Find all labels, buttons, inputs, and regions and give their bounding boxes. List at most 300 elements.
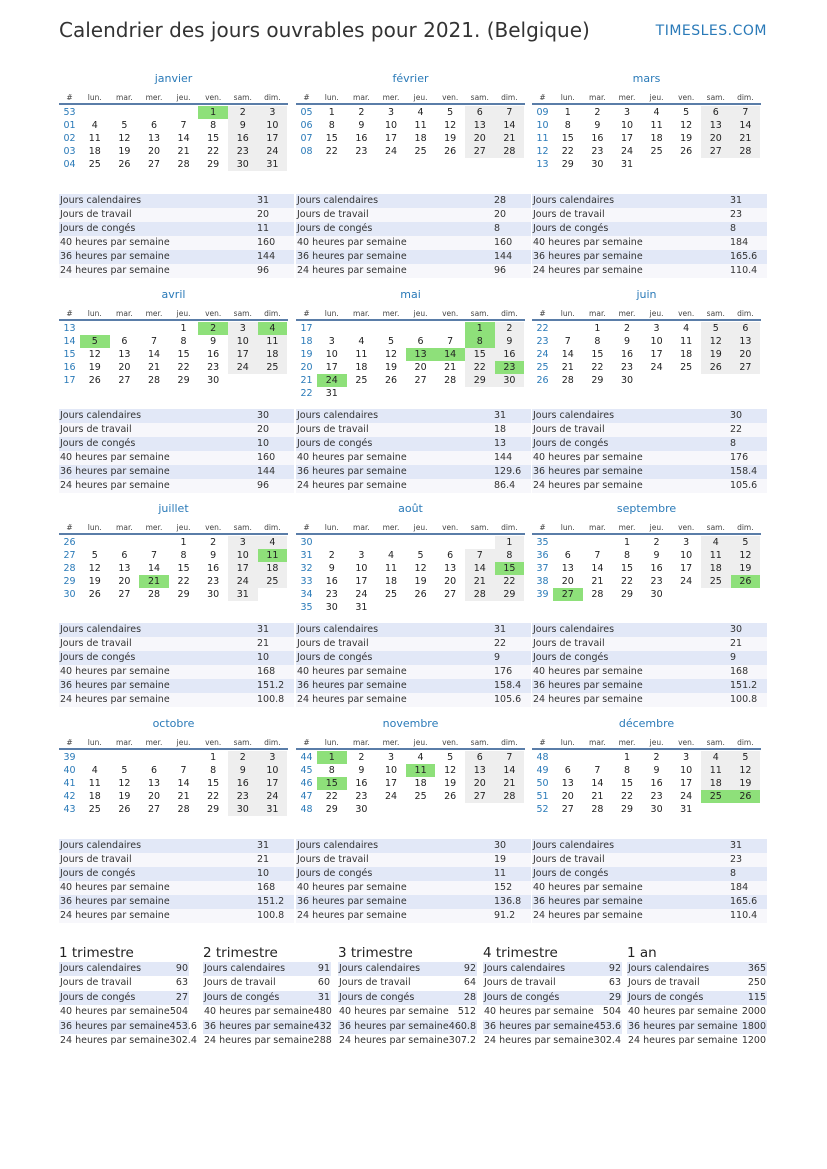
day-cell[interactable]: 19 xyxy=(680,133,693,144)
day-cell[interactable]: 7 xyxy=(564,336,571,347)
day-cell[interactable]: 25 xyxy=(680,362,693,373)
day-cell[interactable]: 12 xyxy=(414,563,427,574)
day-cell[interactable]: 10 xyxy=(325,349,338,360)
day-cell[interactable]: 2 xyxy=(328,550,335,561)
day-cell[interactable]: 17 xyxy=(325,362,338,373)
day-cell[interactable]: 18 xyxy=(701,562,731,575)
day-cell[interactable]: 22 xyxy=(591,362,604,373)
day-cell[interactable]: 25 xyxy=(414,791,427,802)
day-cell[interactable]: 23 xyxy=(650,791,663,802)
day-cell[interactable]: 18 xyxy=(88,791,101,802)
day-cell[interactable]: 5 xyxy=(447,752,454,763)
day-cell[interactable]: 27 xyxy=(147,159,161,170)
day-cell[interactable]: 18 xyxy=(650,133,663,144)
day-cell[interactable]: 5 xyxy=(387,336,394,347)
day-cell[interactable]: 29 xyxy=(465,374,495,387)
day-cell[interactable]: 25 xyxy=(701,790,731,803)
day-cell[interactable]: 30 xyxy=(650,804,663,815)
day-cell[interactable]: 17 xyxy=(258,132,288,145)
day-cell[interactable]: 18 xyxy=(384,576,398,587)
day-cell[interactable]: 8 xyxy=(623,550,630,561)
day-cell[interactable]: 12 xyxy=(118,133,131,144)
day-cell[interactable]: 11 xyxy=(414,120,427,131)
day-cell[interactable]: 26 xyxy=(444,146,457,157)
day-cell[interactable]: 19 xyxy=(384,362,398,373)
day-cell[interactable]: 18 xyxy=(258,562,288,575)
day-cell[interactable]: 17 xyxy=(680,778,693,789)
day-cell[interactable]: 20 xyxy=(118,576,131,587)
day-cell[interactable]: 10 xyxy=(258,119,288,132)
day-cell[interactable]: 23 xyxy=(355,791,368,802)
day-cell[interactable]: 28 xyxy=(177,159,190,170)
day-cell[interactable]: 6 xyxy=(150,765,157,776)
day-cell[interactable]: 30 xyxy=(228,158,258,171)
day-cell[interactable]: 2 xyxy=(653,752,660,763)
day-cell[interactable]: 6 xyxy=(417,336,424,347)
day-cell[interactable]: 25 xyxy=(414,146,427,157)
day-cell[interactable]: 27 xyxy=(553,588,583,601)
day-cell[interactable]: 5 xyxy=(731,751,761,764)
day-cell[interactable]: 6 xyxy=(465,751,495,764)
day-cell[interactable]: 30 xyxy=(620,375,634,386)
day-cell[interactable]: 29 xyxy=(495,588,525,601)
day-cell[interactable]: 15 xyxy=(620,563,634,574)
day-cell[interactable]: 28 xyxy=(444,375,457,386)
day-cell[interactable]: 25 xyxy=(258,361,288,374)
day-cell[interactable]: 24 xyxy=(680,791,693,802)
day-cell[interactable]: 23 xyxy=(620,362,634,373)
day-cell[interactable]: 25 xyxy=(701,575,731,588)
day-cell[interactable]: 22 xyxy=(620,791,634,802)
day-cell[interactable]: 17 xyxy=(384,133,398,144)
day-cell[interactable]: 28 xyxy=(465,588,495,601)
day-cell[interactable]: 4 xyxy=(701,536,731,549)
day-cell[interactable]: 31 xyxy=(228,588,258,601)
day-cell[interactable]: 29 xyxy=(177,589,190,600)
day-cell[interactable]: 19 xyxy=(701,348,731,361)
day-cell[interactable]: 14 xyxy=(495,119,525,132)
day-cell[interactable]: 6 xyxy=(121,550,128,561)
day-cell[interactable]: 19 xyxy=(731,562,761,575)
day-cell[interactable]: 8 xyxy=(180,336,187,347)
day-cell[interactable]: 11 xyxy=(701,764,731,777)
day-cell[interactable]: 8 xyxy=(564,120,571,131)
day-cell[interactable]: 12 xyxy=(444,120,457,131)
day-cell[interactable]: 9 xyxy=(210,550,217,561)
day-cell[interactable]: 7 xyxy=(180,120,187,131)
day-cell[interactable]: 26 xyxy=(414,589,427,600)
day-cell[interactable]: 3 xyxy=(683,537,690,548)
day-cell[interactable]: 17 xyxy=(680,563,693,574)
day-cell[interactable]: 6 xyxy=(564,550,571,561)
day-cell[interactable]: 2 xyxy=(198,322,228,335)
day-cell[interactable]: 4 xyxy=(653,107,660,118)
day-cell[interactable]: 2 xyxy=(623,323,630,334)
day-cell[interactable]: 16 xyxy=(650,778,663,789)
day-cell[interactable]: 1 xyxy=(317,751,347,764)
day-cell[interactable]: 15 xyxy=(177,349,190,360)
day-cell[interactable]: 29 xyxy=(620,804,634,815)
day-cell[interactable]: 28 xyxy=(147,589,161,600)
day-cell[interactable]: 12 xyxy=(731,549,761,562)
day-cell[interactable]: 30 xyxy=(650,589,663,600)
day-cell[interactable]: 9 xyxy=(653,765,660,776)
day-cell[interactable]: 10 xyxy=(384,120,398,131)
day-cell[interactable]: 29 xyxy=(591,375,604,386)
day-cell[interactable]: 20 xyxy=(465,777,495,790)
day-cell[interactable]: 1 xyxy=(564,107,571,118)
day-cell[interactable]: 30 xyxy=(495,374,525,387)
day-cell[interactable]: 15 xyxy=(325,133,338,144)
day-cell[interactable]: 15 xyxy=(317,777,347,790)
day-cell[interactable]: 13 xyxy=(147,778,161,789)
day-cell[interactable]: 15 xyxy=(177,563,190,574)
day-cell[interactable]: 15 xyxy=(591,349,604,360)
day-cell[interactable]: 15 xyxy=(620,778,634,789)
day-cell[interactable]: 25 xyxy=(384,589,398,600)
day-cell[interactable]: 30 xyxy=(591,159,604,170)
day-cell[interactable]: 4 xyxy=(417,752,424,763)
day-cell[interactable]: 24 xyxy=(228,361,258,374)
day-cell[interactable]: 27 xyxy=(147,804,161,815)
day-cell[interactable]: 26 xyxy=(88,375,101,386)
day-cell[interactable]: 25 xyxy=(650,146,663,157)
day-cell[interactable]: 24 xyxy=(228,575,258,588)
day-cell[interactable]: 16 xyxy=(228,132,258,145)
day-cell[interactable]: 28 xyxy=(495,790,525,803)
day-cell[interactable]: 22 xyxy=(325,146,338,157)
day-cell[interactable]: 22 xyxy=(561,146,574,157)
day-cell[interactable]: 14 xyxy=(147,349,161,360)
day-cell[interactable]: 13 xyxy=(465,119,495,132)
day-cell[interactable]: 14 xyxy=(435,348,465,361)
day-cell[interactable]: 2 xyxy=(228,106,258,119)
day-cell[interactable]: 27 xyxy=(561,804,574,815)
day-cell[interactable]: 5 xyxy=(80,335,110,348)
day-cell[interactable]: 24 xyxy=(620,146,634,157)
day-cell[interactable]: 7 xyxy=(150,336,157,347)
day-cell[interactable]: 23 xyxy=(355,146,368,157)
day-cell[interactable]: 3 xyxy=(228,536,258,549)
day-cell[interactable]: 30 xyxy=(325,602,338,613)
day-cell[interactable]: 21 xyxy=(147,362,161,373)
day-cell[interactable]: 21 xyxy=(139,575,169,588)
day-cell[interactable]: 20 xyxy=(118,362,131,373)
day-cell[interactable]: 24 xyxy=(384,146,398,157)
day-cell[interactable]: 28 xyxy=(591,589,604,600)
day-cell[interactable]: 9 xyxy=(594,120,601,131)
day-cell[interactable]: 25 xyxy=(355,375,368,386)
day-cell[interactable]: 14 xyxy=(731,119,761,132)
day-cell[interactable]: 7 xyxy=(465,549,495,562)
day-cell[interactable]: 13 xyxy=(147,133,161,144)
day-cell[interactable]: 8 xyxy=(495,549,525,562)
day-cell[interactable]: 27 xyxy=(444,589,457,600)
day-cell[interactable]: 6 xyxy=(564,765,571,776)
day-cell[interactable]: 19 xyxy=(88,576,101,587)
day-cell[interactable]: 6 xyxy=(701,106,731,119)
day-cell[interactable]: 29 xyxy=(207,159,220,170)
day-cell[interactable]: 1 xyxy=(210,752,217,763)
day-cell[interactable]: 27 xyxy=(465,145,495,158)
day-cell[interactable]: 22 xyxy=(207,791,220,802)
day-cell[interactable]: 15 xyxy=(561,133,574,144)
day-cell[interactable]: 20 xyxy=(147,791,161,802)
day-cell[interactable]: 28 xyxy=(495,145,525,158)
day-cell[interactable]: 1 xyxy=(623,752,630,763)
day-cell[interactable]: 12 xyxy=(88,349,101,360)
day-cell[interactable]: 14 xyxy=(495,764,525,777)
day-cell[interactable]: 5 xyxy=(447,107,454,118)
day-cell[interactable]: 19 xyxy=(444,133,457,144)
day-cell[interactable]: 19 xyxy=(118,791,131,802)
day-cell[interactable]: 17 xyxy=(258,777,288,790)
day-cell[interactable]: 26 xyxy=(731,790,761,803)
day-cell[interactable]: 22 xyxy=(495,575,525,588)
day-cell[interactable]: 26 xyxy=(731,575,761,588)
day-cell[interactable]: 16 xyxy=(325,576,338,587)
day-cell[interactable]: 21 xyxy=(495,132,525,145)
day-cell[interactable]: 18 xyxy=(258,348,288,361)
day-cell[interactable]: 2 xyxy=(228,751,258,764)
day-cell[interactable]: 19 xyxy=(731,777,761,790)
day-cell[interactable]: 18 xyxy=(701,777,731,790)
day-cell[interactable]: 10 xyxy=(384,765,398,776)
day-cell[interactable]: 4 xyxy=(417,107,424,118)
day-cell[interactable]: 17 xyxy=(355,576,368,587)
day-cell[interactable]: 3 xyxy=(258,106,288,119)
day-cell[interactable]: 4 xyxy=(91,765,98,776)
day-cell[interactable]: 23 xyxy=(228,790,258,803)
day-cell[interactable]: 22 xyxy=(177,362,190,373)
day-cell[interactable]: 23 xyxy=(228,145,258,158)
day-cell[interactable]: 24 xyxy=(258,790,288,803)
day-cell[interactable]: 22 xyxy=(465,361,495,374)
day-cell[interactable]: 12 xyxy=(731,764,761,777)
day-cell[interactable]: 30 xyxy=(207,589,220,600)
day-cell[interactable]: 27 xyxy=(731,361,761,374)
day-cell[interactable]: 2 xyxy=(210,537,217,548)
day-cell[interactable]: 18 xyxy=(680,349,693,360)
day-cell[interactable]: 26 xyxy=(118,159,131,170)
day-cell[interactable]: 16 xyxy=(355,133,368,144)
day-cell[interactable]: 8 xyxy=(594,336,601,347)
day-cell[interactable]: 7 xyxy=(495,106,525,119)
day-cell[interactable]: 27 xyxy=(414,375,427,386)
day-cell[interactable]: 1 xyxy=(465,322,495,335)
day-cell[interactable]: 5 xyxy=(121,765,128,776)
day-cell[interactable]: 13 xyxy=(561,778,574,789)
day-cell[interactable]: 14 xyxy=(177,133,190,144)
day-cell[interactable]: 12 xyxy=(701,335,731,348)
day-cell[interactable]: 2 xyxy=(653,537,660,548)
day-cell[interactable]: 1 xyxy=(328,107,335,118)
day-cell[interactable]: 13 xyxy=(406,348,436,361)
day-cell[interactable]: 26 xyxy=(444,791,457,802)
day-cell[interactable]: 10 xyxy=(620,120,634,131)
day-cell[interactable]: 8 xyxy=(210,120,217,131)
day-cell[interactable]: 22 xyxy=(207,146,220,157)
day-cell[interactable]: 3 xyxy=(683,752,690,763)
day-cell[interactable]: 2 xyxy=(495,322,525,335)
day-cell[interactable]: 13 xyxy=(701,119,731,132)
day-cell[interactable]: 1 xyxy=(495,536,525,549)
day-cell[interactable]: 23 xyxy=(325,589,338,600)
day-cell[interactable]: 3 xyxy=(653,323,660,334)
day-cell[interactable]: 12 xyxy=(444,765,457,776)
day-cell[interactable]: 11 xyxy=(88,778,101,789)
day-cell[interactable]: 25 xyxy=(258,575,288,588)
day-cell[interactable]: 21 xyxy=(177,146,190,157)
day-cell[interactable]: 3 xyxy=(387,752,394,763)
day-cell[interactable]: 27 xyxy=(465,790,495,803)
day-cell[interactable]: 5 xyxy=(701,322,731,335)
day-cell[interactable]: 17 xyxy=(228,562,258,575)
day-cell[interactable]: 21 xyxy=(591,791,604,802)
day-cell[interactable]: 7 xyxy=(495,751,525,764)
day-cell[interactable]: 15 xyxy=(207,778,220,789)
day-cell[interactable]: 24 xyxy=(680,576,693,587)
day-cell[interactable]: 19 xyxy=(414,576,427,587)
day-cell[interactable]: 12 xyxy=(680,120,693,131)
day-cell[interactable]: 2 xyxy=(358,107,365,118)
day-cell[interactable]: 21 xyxy=(731,132,761,145)
day-cell[interactable]: 18 xyxy=(88,146,101,157)
day-cell[interactable]: 6 xyxy=(731,322,761,335)
day-cell[interactable]: 22 xyxy=(325,791,338,802)
day-cell[interactable]: 11 xyxy=(680,336,693,347)
day-cell[interactable]: 7 xyxy=(731,106,761,119)
day-cell[interactable]: 31 xyxy=(620,159,634,170)
day-cell[interactable]: 14 xyxy=(591,563,604,574)
day-cell[interactable]: 10 xyxy=(258,764,288,777)
day-cell[interactable]: 21 xyxy=(495,777,525,790)
day-cell[interactable]: 26 xyxy=(88,589,101,600)
day-cell[interactable]: 1 xyxy=(594,323,601,334)
day-cell[interactable]: 3 xyxy=(258,751,288,764)
day-cell[interactable]: 16 xyxy=(355,778,368,789)
day-cell[interactable]: 5 xyxy=(91,550,98,561)
day-cell[interactable]: 1 xyxy=(180,323,187,334)
day-cell[interactable]: 19 xyxy=(118,146,131,157)
day-cell[interactable]: 26 xyxy=(384,375,398,386)
day-cell[interactable]: 31 xyxy=(355,602,368,613)
day-cell[interactable]: 24 xyxy=(384,791,398,802)
day-cell[interactable]: 9 xyxy=(495,335,525,348)
day-cell[interactable]: 13 xyxy=(444,563,457,574)
day-cell[interactable]: 3 xyxy=(387,107,394,118)
day-cell[interactable]: 30 xyxy=(207,375,220,386)
day-cell[interactable]: 13 xyxy=(731,335,761,348)
day-cell[interactable]: 16 xyxy=(207,563,220,574)
day-cell[interactable]: 11 xyxy=(701,549,731,562)
day-cell[interactable]: 10 xyxy=(680,550,693,561)
day-cell[interactable]: 11 xyxy=(384,563,398,574)
day-cell[interactable]: 17 xyxy=(384,778,398,789)
day-cell[interactable]: 10 xyxy=(680,765,693,776)
day-cell[interactable]: 24 xyxy=(650,362,663,373)
day-cell[interactable]: 28 xyxy=(591,804,604,815)
day-cell[interactable]: 8 xyxy=(465,335,495,348)
day-cell[interactable]: 2 xyxy=(594,107,601,118)
day-cell[interactable]: 7 xyxy=(594,550,601,561)
day-cell[interactable]: 22 xyxy=(177,576,190,587)
day-cell[interactable]: 11 xyxy=(406,764,436,777)
day-cell[interactable]: 18 xyxy=(355,362,368,373)
day-cell[interactable]: 11 xyxy=(355,349,368,360)
day-cell[interactable]: 21 xyxy=(177,791,190,802)
day-cell[interactable]: 20 xyxy=(147,146,161,157)
day-cell[interactable]: 3 xyxy=(358,550,365,561)
day-cell[interactable]: 11 xyxy=(650,120,663,131)
day-cell[interactable]: 23 xyxy=(207,362,220,373)
day-cell[interactable]: 17 xyxy=(620,133,634,144)
day-cell[interactable]: 5 xyxy=(417,550,424,561)
day-cell[interactable]: 20 xyxy=(444,576,457,587)
day-cell[interactable]: 24 xyxy=(355,589,368,600)
day-cell[interactable]: 30 xyxy=(228,803,258,816)
day-cell[interactable]: 10 xyxy=(228,549,258,562)
day-cell[interactable]: 8 xyxy=(210,765,217,776)
day-cell[interactable]: 9 xyxy=(228,119,258,132)
day-cell[interactable]: 21 xyxy=(561,362,574,373)
day-cell[interactable]: 2 xyxy=(358,752,365,763)
day-cell[interactable]: 11 xyxy=(88,133,101,144)
day-cell[interactable]: 23 xyxy=(650,576,663,587)
day-cell[interactable]: 10 xyxy=(650,336,663,347)
day-cell[interactable]: 26 xyxy=(701,361,731,374)
day-cell[interactable]: 29 xyxy=(325,804,338,815)
day-cell[interactable]: 23 xyxy=(495,361,525,374)
day-cell[interactable]: 16 xyxy=(495,348,525,361)
day-cell[interactable]: 17 xyxy=(228,348,258,361)
day-cell[interactable]: 30 xyxy=(355,804,368,815)
day-cell[interactable]: 20 xyxy=(701,132,731,145)
day-cell[interactable]: 20 xyxy=(561,791,574,802)
day-cell[interactable]: 7 xyxy=(180,765,187,776)
day-cell[interactable]: 31 xyxy=(680,804,693,815)
day-cell[interactable]: 16 xyxy=(207,349,220,360)
day-cell[interactable]: 25 xyxy=(88,159,101,170)
day-cell[interactable]: 11 xyxy=(258,335,288,348)
day-cell[interactable]: 14 xyxy=(591,778,604,789)
day-cell[interactable]: 14 xyxy=(465,562,495,575)
day-cell[interactable]: 6 xyxy=(121,336,128,347)
day-cell[interactable]: 8 xyxy=(328,120,335,131)
day-cell[interactable]: 3 xyxy=(623,107,630,118)
day-cell[interactable]: 13 xyxy=(118,563,131,574)
brand-logo-link[interactable]: TIMESLES.COM xyxy=(655,23,767,39)
day-cell[interactable]: 31 xyxy=(258,158,288,171)
day-cell[interactable]: 31 xyxy=(325,388,338,399)
day-cell[interactable]: 1 xyxy=(180,537,187,548)
day-cell[interactable]: 3 xyxy=(328,336,335,347)
day-cell[interactable]: 19 xyxy=(444,778,457,789)
day-cell[interactable]: 1 xyxy=(623,537,630,548)
day-cell[interactable]: 15 xyxy=(207,133,220,144)
day-cell[interactable]: 9 xyxy=(358,120,365,131)
day-cell[interactable]: 4 xyxy=(683,323,690,334)
day-cell[interactable]: 28 xyxy=(731,145,761,158)
day-cell[interactable]: 14 xyxy=(177,778,190,789)
day-cell[interactable]: 28 xyxy=(561,375,574,386)
day-cell[interactable]: 29 xyxy=(177,375,190,386)
day-cell[interactable]: 12 xyxy=(118,778,131,789)
day-cell[interactable]: 13 xyxy=(561,563,574,574)
day-cell[interactable]: 28 xyxy=(147,375,161,386)
day-cell[interactable]: 12 xyxy=(384,349,398,360)
day-cell[interactable]: 9 xyxy=(210,336,217,347)
